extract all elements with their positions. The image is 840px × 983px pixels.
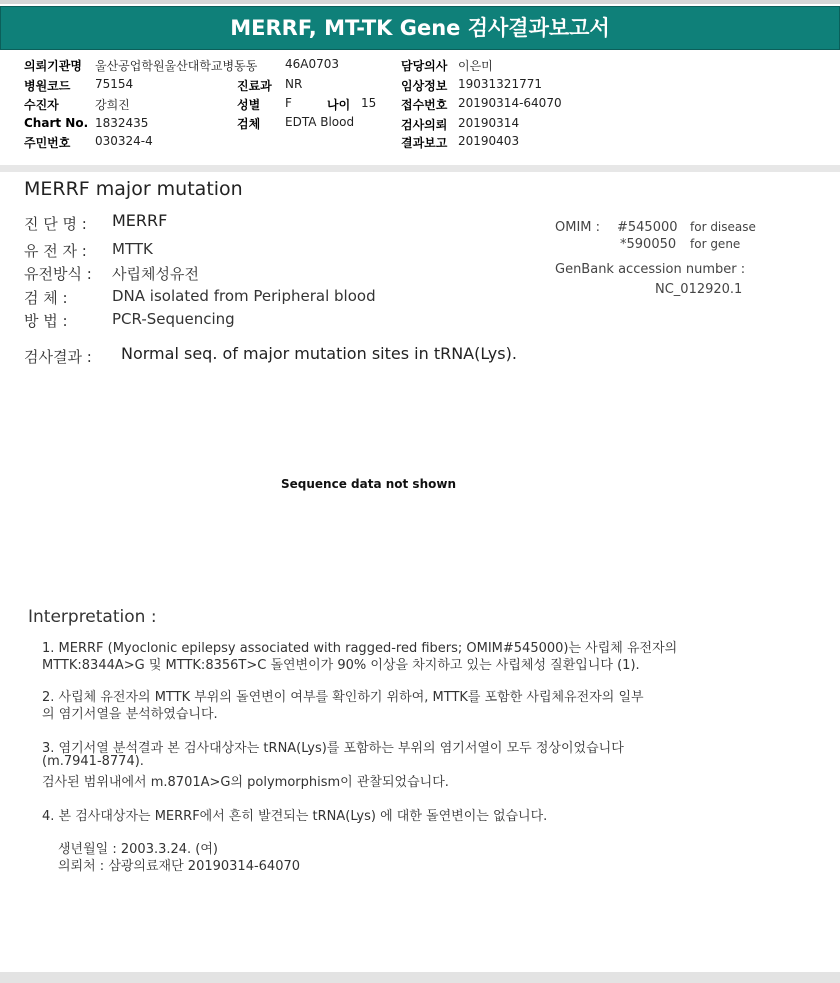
interp-item1-line2: MTTK:8344A>G 및 MTTK:8356T>C 돌연변이가 90% 이상을 차지하고 있는 사립체성 질환입니다 (1). bbox=[42, 658, 640, 673]
hospital-code-label: 병원코드 bbox=[24, 79, 71, 93]
institution-label: 의뢰기관명 bbox=[24, 59, 82, 73]
omim-gene-value: *590050 bbox=[620, 237, 677, 252]
request-value: 20190314 bbox=[458, 116, 520, 130]
patient-label: 수진자 bbox=[24, 98, 59, 112]
bottom-border bbox=[0, 972, 840, 983]
interp-item2-line2: 의 염기서열을 분석하였습니다. bbox=[42, 707, 218, 722]
result-value: Normal seq. of major mutation sites in tRNA(Lys). bbox=[121, 344, 517, 363]
omim-disease-note: for disease bbox=[690, 220, 756, 234]
dept-label: 진료과 bbox=[237, 79, 272, 93]
interp-item3-line2: (m.7941-8774). bbox=[42, 754, 144, 769]
specimen-label: 검체 bbox=[237, 117, 261, 131]
top-border bbox=[0, 0, 840, 4]
gene-label: 유 전 자 : bbox=[24, 242, 87, 260]
header-divider bbox=[0, 165, 840, 172]
diagnosis-label: 진 단 명 : bbox=[24, 215, 87, 233]
gene-value: MTTK bbox=[112, 240, 153, 258]
interp-item4-line1: 4. 본 검사대상자는 MERRF에서 흔히 발견되는 tRNA(Lys) 에 대한 돌연변이는 없습니다. bbox=[42, 809, 548, 824]
omim-label: OMIM : bbox=[555, 220, 601, 235]
specimen-type-value: DNA isolated from Peripheral blood bbox=[112, 287, 376, 305]
rrn-label: 주민번호 bbox=[24, 136, 71, 150]
patient-value: 강희진 bbox=[95, 98, 130, 112]
chart-value: 1832435 bbox=[95, 116, 149, 130]
method-label: 방 법 : bbox=[24, 312, 68, 330]
title-banner bbox=[0, 6, 840, 50]
inheritance-value: 사립체성유전 bbox=[112, 265, 199, 283]
referral-line: 의뢰처 : 삼광의료재단 20190314-64070 bbox=[58, 859, 301, 874]
inheritance-label: 유전방식 : bbox=[24, 265, 92, 283]
sequence-note: Sequence data not shown bbox=[281, 477, 456, 491]
interp-item2-line1: 2. 사립체 유전자의 MTTK 부위의 돌연변이 여부를 확인하기 위하여, MTTK를 포함한 사립체유전자의 일부 bbox=[42, 690, 644, 705]
dept-value: NR bbox=[285, 77, 303, 91]
age-label: 나이 bbox=[327, 98, 351, 112]
clinical-value: 19031321771 bbox=[458, 77, 542, 91]
report-title: MERRF, MT-TK Gene 검사결과보고서 bbox=[230, 16, 610, 40]
doctor-label: 담당의사 bbox=[401, 59, 448, 73]
report-date-value: 20190403 bbox=[458, 134, 520, 148]
report-date-label: 결과보고 bbox=[401, 136, 448, 150]
interp-item3-line3: 검사된 범위내에서 m.8701A>G의 polymorphism이 관찰되었습니다. bbox=[42, 775, 449, 790]
genbank-label: GenBank accession number : bbox=[555, 262, 746, 277]
institution-value: 울산공업학원울산대학교병동동 bbox=[95, 59, 258, 73]
interpretation-title: Interpretation : bbox=[28, 607, 157, 627]
genbank-value: NC_012920.1 bbox=[655, 282, 743, 297]
receipt-value: 20190314-64070 bbox=[458, 96, 562, 110]
specimen-type-label: 검 체 : bbox=[24, 289, 68, 307]
method-value: PCR-Sequencing bbox=[112, 310, 235, 328]
section-title: MERRF major mutation bbox=[24, 178, 243, 200]
birth-line: 생년월일 : 2003.3.24. (여) bbox=[58, 842, 219, 857]
interp-item1-line1: 1. MERRF (Myoclonic epilepsy associated with ragged-red fibers; OMIM#545000)는 사립체 유전자의 bbox=[42, 641, 678, 656]
result-label: 검사결과 : bbox=[24, 348, 92, 366]
age-value: 15 bbox=[361, 96, 377, 110]
clinical-label: 임상정보 bbox=[401, 79, 448, 93]
sex-value: F bbox=[285, 96, 292, 110]
omim-disease-value: #545000 bbox=[617, 220, 678, 235]
diagnosis-value: MERRF bbox=[112, 211, 168, 230]
sex-label: 성별 bbox=[237, 98, 261, 112]
interp-item3-line1: 3. 염기서열 분석결과 본 검사대상자는 tRNA(Lys)를 포함하는 부위의 염기서열이 모두 정상이었습니다 bbox=[42, 741, 624, 756]
doctor-value: 이은미 bbox=[458, 59, 493, 73]
request-label: 검사의뢰 bbox=[401, 118, 448, 132]
chart-label: Chart No. bbox=[24, 116, 89, 130]
hospital-code-value: 75154 bbox=[95, 77, 134, 91]
code-value-top: 46A0703 bbox=[285, 57, 340, 71]
receipt-label: 접수번호 bbox=[401, 98, 448, 112]
rrn-value: 030324-4 bbox=[95, 134, 153, 148]
specimen-value: EDTA Blood bbox=[285, 115, 355, 129]
omim-gene-note: for gene bbox=[690, 237, 741, 251]
